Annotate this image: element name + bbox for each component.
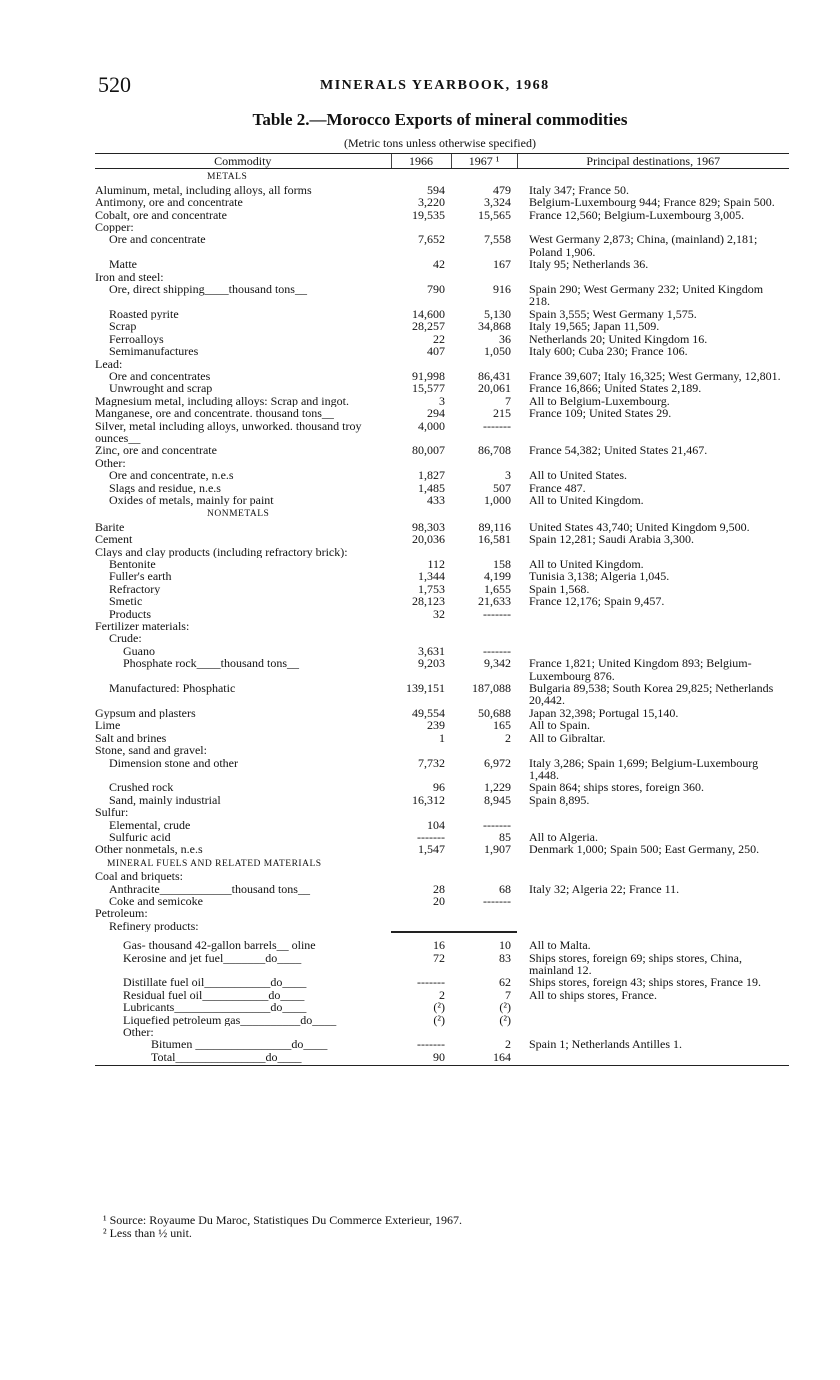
commodity-cell: Other: [95, 456, 126, 470]
value-1966-cell: 42 [433, 257, 445, 272]
value-1966-cell: 90 [391, 1051, 451, 1066]
page-header [98, 72, 730, 100]
commodity-cell: Manufactured: Phosphatic [109, 682, 236, 696]
value-1966-cell: 49,554 [412, 705, 445, 720]
table-row [95, 870, 789, 882]
table-body [95, 169, 789, 1066]
value-1967-cell: 10 [499, 938, 511, 953]
value-1966-cell: 96 [433, 780, 445, 795]
commodity-cell: Ferroalloys [109, 332, 164, 346]
table-row [95, 657, 789, 682]
commodity-cell: Lead: [95, 357, 123, 370]
commodity-cell: Crushed rock [109, 781, 174, 794]
table-subtitle: (Metric tons unless otherwise specified) [344, 136, 536, 150]
value-1967-cell: 15,565 [478, 207, 511, 222]
value-1966-cell: 14,600 [412, 306, 445, 321]
value-1966-cell: 72 [433, 950, 445, 965]
value-1967-cell: 62 [499, 975, 511, 990]
commodity-cell: Oxides of metals, mainly for paint [109, 493, 274, 507]
table-row [95, 283, 789, 308]
destination-cell: France 109; United States 29. [529, 406, 672, 421]
commodity-cell: Crude: [109, 632, 142, 645]
commodity-cell: Zinc, ore and concentrate [95, 444, 217, 457]
value-1967-cell: 7 [505, 393, 511, 408]
destination-cell: All to Belgium-Luxembourg. [529, 393, 670, 408]
destination-cell: Japan 32,398; Portugal 15,140. [529, 705, 679, 720]
value-1967-cell: 83 [499, 950, 511, 965]
destination-cell: France 487. [529, 480, 586, 495]
commodity-cell: Kerosine and jet fuel_______do____ [123, 951, 302, 965]
footnote-2: ² Less than ½ unit. [103, 1226, 192, 1240]
value-1967-cell [451, 920, 517, 932]
commodity-cell: Cobalt, ore and concentrate [95, 208, 227, 222]
exports-table [95, 153, 789, 1066]
destination-cell [517, 420, 789, 445]
table-row [95, 209, 789, 221]
table-row [95, 719, 789, 731]
commodity-cell: Silver, metal including alloys, unworked. thousand troy ounces__ [95, 419, 362, 445]
destination-cell [517, 907, 789, 919]
table-row [95, 608, 789, 620]
value-1966-cell: 28 [433, 881, 445, 896]
table-row [95, 744, 789, 756]
table-row [95, 345, 789, 357]
destination-cell [517, 895, 789, 907]
value-1966-cell: 1,344 [418, 569, 445, 584]
commodity-cell: Antimony, ore and concentrate [95, 196, 243, 209]
destination-cell [517, 1001, 789, 1013]
value-1966-cell: 28,257 [412, 319, 445, 334]
destination-cell: Denmark 1,000; Spain 500; East Germany, 250. [529, 842, 760, 857]
value-1967-cell: 479 [493, 182, 511, 197]
destination-cell: All to Malta. [529, 938, 591, 953]
destination-cell [517, 920, 789, 932]
destination-cell: Tunisia 3,138; Algeria 1,045. [529, 569, 670, 584]
value-1966-cell: 594 [427, 182, 445, 197]
commodity-cell: Matte [109, 258, 137, 271]
commodity-cell: Refinery products: [109, 919, 199, 933]
table-row [95, 533, 789, 545]
value-1966-cell: 16,312 [412, 792, 445, 807]
value-1966-cell: 20 [433, 893, 445, 908]
value-1967-cell: 167 [493, 257, 511, 272]
value-1967-cell: 1,655 [484, 581, 511, 596]
table-title: Table 2.—Morocco Exports of mineral commodities [252, 110, 628, 129]
table-row [95, 1001, 789, 1013]
value-1966-cell: 1,485 [418, 480, 445, 495]
value-1966-cell: 4,000 [418, 418, 445, 433]
commodity-cell: Salt and brines [95, 731, 167, 745]
table-row [95, 444, 789, 456]
table-row [95, 976, 789, 988]
table-row [95, 320, 789, 332]
value-1966-cell: 407 [427, 344, 445, 359]
commodity-cell: Other: [123, 1026, 154, 1039]
value-1967-cell [451, 744, 517, 756]
value-1967-cell: 2 [505, 730, 511, 745]
destination-cell: France 16,866; United States 2,189. [529, 381, 702, 396]
destination-cell: Bulgaria 89,538; South Korea 29,825; Netherlands 20,442. [529, 681, 774, 708]
value-1967-cell: 7 [505, 987, 511, 1002]
column-header-1967: 1967 ¹ [451, 154, 517, 169]
destination-cell: Italy 32; Algeria 22; France 11. [529, 881, 680, 896]
destination-cell: Spain 3,555; West Germany 1,575. [529, 306, 697, 321]
value-1967-cell: 164 [451, 1051, 517, 1066]
value-1967-cell: 187,088 [472, 681, 511, 696]
value-1966-cell: 15,577 [412, 381, 445, 396]
destination-cell: France 12,176; Spain 9,457. [529, 594, 665, 609]
commodity-cell: Roasted pyrite [109, 307, 179, 321]
commodity-cell: Iron and steel: [95, 270, 164, 284]
commodity-cell: Ore and concentrates [109, 369, 211, 383]
table-row [95, 895, 789, 907]
footnote-1: ¹ Source: Royaume Du Maroc, Statistiques Du Commerce Exterieur, 1967. [103, 1213, 463, 1227]
value-1966-cell: 7,652 [418, 232, 445, 247]
destination-cell: Italy 19,565; Japan 11,509. [529, 319, 660, 334]
value-1967-cell: 4,199 [484, 569, 511, 584]
commodity-cell: Total_______________do____ [95, 1051, 391, 1066]
destination-cell: Spain 864; ships stores, foreign 360. [529, 780, 704, 795]
value-1966-cell: 3,220 [418, 195, 445, 210]
table-row [95, 196, 789, 208]
value-1967-cell: 86,708 [478, 443, 511, 458]
value-1967-cell [451, 620, 517, 632]
value-1966-cell: 9,203 [418, 656, 445, 671]
value-1966-cell: ------- [417, 975, 445, 990]
destination-cell: Netherlands 20; United Kingdom 16. [529, 331, 708, 346]
commodity-cell: Gypsum and plasters [95, 706, 196, 720]
destination-cell: Spain 290; West Germany 232; United Kingdom 218. [529, 282, 764, 309]
destination-cell [517, 608, 789, 620]
destination-cell [517, 806, 789, 818]
table-row [95, 843, 789, 855]
destination-cell: Spain 1,568. [529, 581, 590, 596]
section-heading: METALS [207, 172, 248, 183]
destination-cell: France 54,382; United States 21,467. [529, 443, 708, 458]
destination-cell: Italy 95; Netherlands 36. [529, 257, 649, 272]
value-1966-cell: 2 [439, 987, 445, 1002]
value-1967-cell [451, 870, 517, 882]
value-1966-cell: 28,123 [412, 594, 445, 609]
value-1967-cell: 20,061 [478, 381, 511, 396]
running-title: MINERALS YEARBOOK, 1968 [320, 78, 550, 93]
value-1966-cell: 1 [439, 730, 445, 745]
value-1967-cell: 8,945 [484, 792, 511, 807]
value-1967-cell: 50,688 [478, 705, 511, 720]
value-1966-cell: (²) [433, 1000, 445, 1015]
value-1966-cell: 433 [427, 492, 445, 507]
commodity-cell: Dimension stone and other [109, 756, 238, 770]
commodity-cell: Ore and concentrate [109, 233, 206, 247]
commodity-cell: Bitumen ________________do____ [151, 1038, 328, 1051]
table-row [95, 620, 789, 632]
commodity-cell: Unwrought and scrap [109, 382, 213, 395]
table-row [95, 794, 789, 806]
value-1966-cell: 112 [427, 557, 445, 571]
value-1967-cell: 7,558 [484, 232, 511, 247]
value-1966-cell [391, 920, 451, 932]
commodity-cell: Manganese, ore and concentrate. thousand tons__ [95, 407, 334, 420]
table-row [95, 781, 789, 793]
destination-cell: Italy 3,286; Spain 1,699; Belgium-Luxembourg 1,448. [529, 755, 759, 782]
commodity-cell: Liquefied petroleum gas__________do____ [123, 1013, 337, 1027]
footnotes [103, 1214, 462, 1240]
destination-cell: Spain 1; Netherlands Antilles 1. [529, 1037, 682, 1052]
section-heading: MINERAL FUELS AND RELATED MATERIALS [107, 858, 322, 869]
column-header-1966: 1966 [391, 154, 451, 169]
destination-cell: All to Spain. [529, 718, 591, 733]
commodity-cell: Fuller's earth [109, 570, 172, 583]
table-row [95, 1014, 789, 1026]
destination-cell: Spain 12,281; Saudi Arabia 3,300. [529, 532, 694, 547]
value-1967-cell: 1,000 [484, 492, 511, 507]
value-1967-cell: 1,229 [484, 780, 511, 795]
table-row [95, 952, 789, 977]
table-row [95, 682, 789, 707]
table-row [95, 920, 789, 932]
section-heading: NONMETALS [207, 509, 270, 520]
table-row [95, 233, 789, 258]
commodity-cell: Lubricants________________do____ [123, 1001, 307, 1014]
commodity-cell: Coke and semicoke [109, 894, 203, 908]
section-heading-row [95, 506, 789, 520]
commodity-cell: Bentonite [109, 558, 156, 571]
value-1966-cell: ------- [417, 829, 445, 844]
value-1967-cell: ------- [483, 817, 511, 832]
value-1966-cell [391, 907, 451, 919]
value-1966-cell: ------- [417, 1037, 445, 1052]
destination-cell [517, 744, 789, 756]
commodity-cell: Barite [95, 520, 125, 534]
value-1967-cell: 2 [505, 1037, 511, 1052]
value-1966-cell: 239 [427, 718, 445, 733]
destination-cell: Italy 600; Cuba 230; France 106. [529, 344, 688, 359]
commodity-cell: Sulfuric acid [109, 830, 171, 844]
table-row [95, 806, 789, 818]
table-row [95, 907, 789, 919]
table-row [95, 595, 789, 607]
table-row [95, 939, 789, 951]
value-1966-cell [391, 620, 451, 632]
destination-cell: All to United States. [529, 468, 627, 483]
commodity-cell: Slags and residue, n.e.s [109, 481, 221, 494]
value-1967-cell: 21,633 [478, 594, 511, 609]
value-1966-cell: 91,998 [412, 368, 445, 383]
value-1967-cell: 165 [493, 718, 511, 733]
value-1966-cell: 19,535 [412, 207, 445, 222]
value-1966-cell: 294 [427, 406, 445, 421]
destination-cell: All to United Kingdom. [529, 492, 644, 507]
commodity-cell: Copper: [95, 221, 134, 234]
destination-cell [517, 620, 789, 632]
value-1966-cell [391, 870, 451, 882]
value-1967-cell: ------- [483, 418, 511, 433]
value-1967-cell: 215 [493, 406, 511, 421]
commodity-cell: Distillate fuel oil___________do____ [123, 976, 307, 989]
value-1966-cell: (²) [433, 1012, 445, 1027]
commodity-cell: Scrap [109, 320, 137, 333]
column-header-destinations: Principal destinations, 1967 [517, 154, 789, 169]
destination-cell [517, 1014, 789, 1026]
destination-cell [517, 870, 789, 882]
value-1967-cell: 36 [499, 331, 511, 346]
commodity-cell: Aluminum, metal, including alloys, all forms [95, 183, 312, 197]
value-1966-cell: 16 [433, 938, 445, 953]
table-row [95, 632, 789, 644]
destination-cell: All to Algeria. [529, 829, 598, 844]
value-1966-cell: 1,547 [418, 842, 445, 857]
table-row [95, 407, 789, 419]
destination-cell [517, 632, 789, 644]
commodity-cell: Lime [95, 719, 121, 732]
value-1966-cell: 790 [427, 282, 445, 297]
value-1967-cell: 507 [493, 480, 511, 495]
commodity-cell: Ore and concentrate, n.e.s [109, 469, 234, 482]
commodity-cell: Magnesium metal, including alloys: Scrap and ingot. [95, 394, 349, 408]
destination-cell: Ships stores, foreign 69; ships stores, China, mainland 12. [529, 950, 742, 977]
value-1966-cell [391, 632, 451, 644]
value-1966-cell: 7,732 [418, 755, 445, 770]
destination-cell: All to United Kingdom. [529, 557, 644, 571]
value-1967-cell: ------- [483, 606, 511, 621]
commodity-cell: Coal and briquets: [95, 870, 183, 883]
table-header-row [95, 154, 789, 169]
commodity-cell: Products [109, 607, 151, 621]
destination-cell: Belgium-Luxembourg 944; France 829; Spain 500. [529, 195, 775, 210]
destination-cell: All to ships stores, France. [529, 987, 657, 1002]
value-1966-cell: 3,631 [418, 643, 445, 658]
destination-cell [517, 1051, 789, 1066]
value-1967-cell: 68 [499, 881, 511, 896]
page-number: 520 [98, 72, 131, 97]
table-row [95, 1038, 789, 1050]
value-1966-cell [391, 806, 451, 818]
commodity-cell: Residual fuel oil___________do____ [123, 988, 305, 1002]
destination-cell: France 1,821; United Kingdom 893; Belgium-Luxembourg 876. [529, 656, 752, 683]
value-1966-cell [391, 744, 451, 756]
value-1967-cell: 16,581 [478, 532, 511, 547]
commodity-cell: Gas- thousand 42-gallon barrels__ oline [123, 939, 316, 952]
value-1967-cell: 86,431 [478, 368, 511, 383]
table-row [95, 732, 789, 744]
value-1967-cell: 34,868 [478, 319, 511, 334]
value-1967-cell: (²) [499, 1000, 511, 1015]
commodity-cell: Sulfur: [95, 806, 129, 819]
commodity-cell: Petroleum: [95, 907, 148, 920]
destination-cell: Italy 347; France 50. [529, 182, 629, 197]
destination-cell: Spain 8,895. [529, 792, 590, 807]
destination-cell: West Germany 2,873; China, (mainland) 2,181; Poland 1,906. [529, 232, 758, 259]
value-1967-cell: 1,907 [484, 842, 511, 857]
table-row [95, 258, 789, 270]
value-1967-cell: (²) [499, 1012, 511, 1027]
destination-cell: France 12,560; Belgium-Luxembourg 3,005. [529, 207, 745, 222]
table-row [95, 570, 789, 582]
commodity-cell: Guano [123, 644, 155, 658]
section-heading-row [95, 856, 789, 870]
table-row [95, 469, 789, 481]
value-1966-cell: 3 [439, 393, 445, 408]
value-1967-cell: 6,972 [484, 755, 511, 770]
value-1966-cell: 32 [433, 606, 445, 621]
value-1966-cell: 104 [427, 817, 445, 832]
value-1966-cell: 1,753 [418, 581, 445, 596]
section-heading-row [95, 169, 789, 184]
commodity-cell: Cement [95, 533, 133, 546]
commodity-cell: Refractory [109, 582, 161, 596]
commodity-cell: Smetic [109, 595, 143, 608]
value-1966-cell: 20,036 [412, 532, 445, 547]
value-1967-cell: 85 [499, 829, 511, 844]
value-1967-cell: ------- [483, 893, 511, 908]
value-1966-cell: 139,151 [406, 681, 445, 696]
destination-cell: All to Gibraltar. [529, 730, 606, 745]
value-1967-cell: 89,116 [478, 519, 511, 534]
commodity-cell: Stone, sand and gravel: [95, 744, 207, 757]
value-1967-cell [451, 632, 517, 644]
value-1967-cell: ------- [483, 643, 511, 658]
commodity-cell: Other nonmetals, n.e.s [95, 843, 203, 856]
commodity-cell: Semimanufactures [109, 345, 199, 358]
table-row [95, 757, 789, 782]
commodity-cell: Phosphate rock____thousand tons__ [123, 657, 299, 671]
value-1967-cell: 5,130 [484, 306, 511, 321]
destination-cell: United States 43,740; United Kingdom 9,500. [529, 519, 750, 534]
value-1967-cell: 3,324 [484, 195, 511, 210]
commodity-cell: Ore, direct shipping____thousand tons__ [109, 283, 307, 297]
table-row [95, 420, 789, 445]
value-1966-cell: 80,007 [412, 443, 445, 458]
column-header-commodity: Commodity [95, 154, 391, 169]
total-row [95, 1051, 789, 1066]
commodity-cell: Sand, mainly industrial [109, 793, 221, 807]
commodity-cell: Anthracite____________thousand tons__ [109, 882, 310, 895]
destination-cell: Ships stores, foreign 43; ships stores, France 19. [529, 975, 761, 990]
value-1967-cell: 916 [493, 282, 511, 297]
commodity-cell: Clays and clay products (including refractory brick): [95, 545, 348, 558]
table-row [95, 494, 789, 506]
value-1967-cell [451, 907, 517, 919]
value-1967-cell: 9,342 [484, 656, 511, 671]
value-1966-cell: 1,827 [418, 468, 445, 483]
commodity-cell: Fertilizer materials: [95, 620, 190, 633]
value-1967-cell: 3 [505, 468, 511, 483]
value-1967-cell: 158 [493, 557, 511, 571]
value-1967-cell [451, 806, 517, 818]
value-1966-cell: 98,303 [412, 519, 445, 534]
commodity-cell: Elemental, crude [109, 818, 191, 831]
value-1966-cell: 22 [433, 331, 445, 346]
table-row [95, 382, 789, 394]
value-1967-cell: 1,050 [484, 344, 511, 359]
destination-cell: France 39,607; Italy 16,325; West Germany, 12,801. [529, 368, 781, 383]
